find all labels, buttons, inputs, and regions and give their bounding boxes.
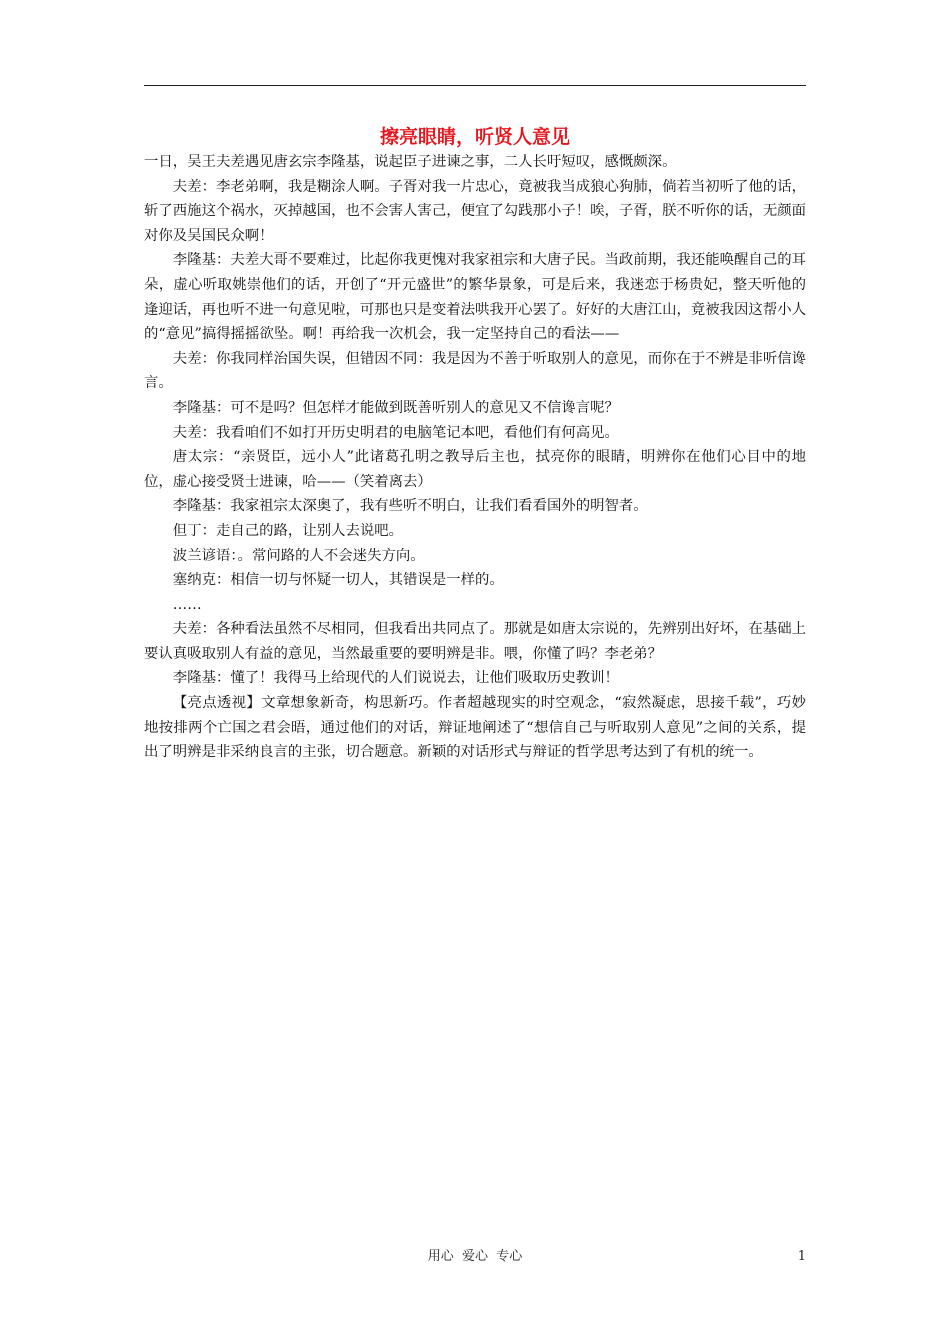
paragraph-polish-proverb: 波兰谚语：。常问路的人不会迷失方向。: [172, 547, 425, 564]
paragraph-ellipsis: ……: [172, 596, 202, 613]
paragraph-lilongji-2: 李隆基：可不是吗？但怎样才能做到既善听别人的意见又不信谗言呢？: [172, 399, 619, 416]
document-body: [144, 150, 806, 765]
header-rule: [144, 85, 806, 86]
paragraph-fuchai-1: 夫差：李老弟啊，我是糊涂人啊。子胥对我一片忠心，竟被我当成狼心狗肺，倘若当初听了他的话，斩了西施这个祸水，灭掉越国，也不会害人害己，便宜了勾践那小子！唉，子胥，朕不听你的话，无颜面对你及吴国民众啊！: [144, 178, 806, 244]
paragraph-fuchai-3: 夫差：我看咱们不如打开历史明君的电脑笔记本吧，看他们有何高见。: [172, 424, 619, 441]
paragraph-fuchai-4: 夫差：各种看法虽然不尽相同，但我看出共同点了。那就是如唐太宗说的，先辨别出好坏，在基础上要认真吸取别人有益的意见，当然最重要的要明辨是非。喂，你懂了吗？李老弟？: [144, 621, 806, 662]
footer-slogan: 用心 爱心 专心: [427, 1249, 523, 1264]
paragraph-seneca: 塞纳克：相信一切与怀疑一切人，其错误是一样的。: [172, 572, 504, 589]
page-number: 1: [797, 1249, 806, 1264]
paragraph-lilongji-4: 李隆基：懂了！我得马上给现代的人们说说去，让他们吸取历史教训！: [172, 670, 619, 687]
document-title: 擦亮眼睛，听贤人意见: [379, 126, 570, 148]
paragraph-intro: 一日，吴王夫差遇见唐玄宗李隆基，说起臣子进谏之事，二人长吁短叹，感慨颇深。: [144, 154, 677, 170]
paragraph-fuchai-2: 夫差：你我同样治国失误，但错因不同：我是因为不善于听取别人的意见，而你在于不辨是非听信谗言。: [144, 350, 806, 392]
paragraph-tangtaizong: 唐太宗：“亲贤臣，远小人”此诸葛孔明之教导后主也，拭亮你的眼睛，明辨你在他们心目中的地位，虚心接受贤士进谏，哈——（笑着离去）: [144, 449, 806, 490]
paragraph-lilongji-3: 李隆基：我家祖宗太深奥了，我有些听不明白，让我们看看国外的明智者。: [172, 498, 648, 515]
paragraph-lilongji-1: 李隆基：夫差大哥不要难过，比起你我更愧对我家祖宗和大唐子民。当政前期，我还能唤醒自己的耳朵，虚心听取姚崇他们的话，开创了“开元盛世”的繁华景象，可是后来，我迷恋于杨贵妃，整天听他的逢迎话，再也听不进一句意见啦，可那也只是变着法哄我开心罢了。好好的大唐江山，竟被我因这帮小人的“意见”搞得摇摇欲坠。啊！再给我一次机会，我一定坚持自己的看法——: [144, 252, 806, 343]
paragraph-dante: 但丁：走自己的路，让别人去说吧。: [172, 522, 404, 539]
paragraph-commentary: 【亮点透视】文章想象新奇，构思新巧。作者超越现实的时空观念，“寂然凝虑，思接千载”，巧妙地按排两个亡国之君会晤，通过他们的对话，辩证地阐述了“想信自己与听取别人意见”之间的关系，提出了明辨是非采纳良言的主张，切合题意。新颖的对话形式与辩证的哲学思考达到了有机的统一。: [144, 695, 806, 761]
